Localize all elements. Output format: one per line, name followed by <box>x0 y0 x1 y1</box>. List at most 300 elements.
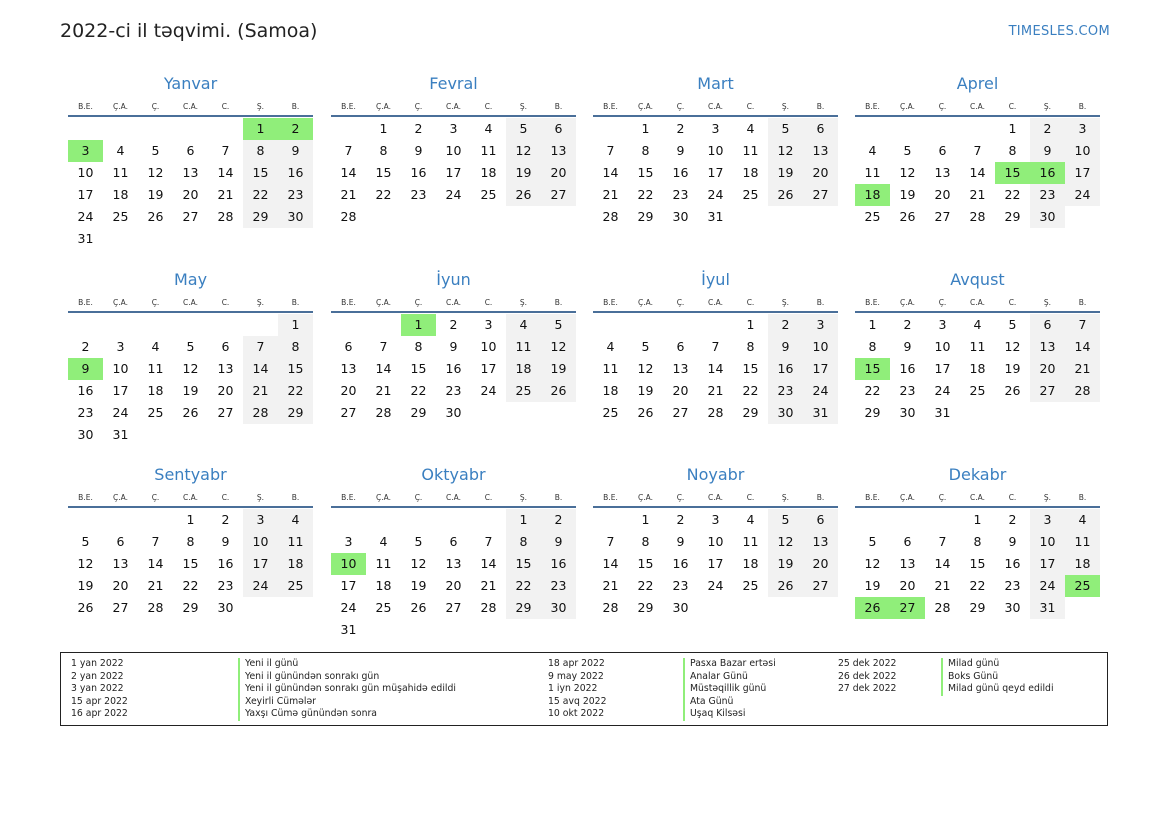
weekday-label: Ş. <box>519 102 528 111</box>
day-cell: 22 <box>506 575 541 597</box>
day-cell: 9 <box>541 531 576 553</box>
day-cell: 9 <box>676 143 685 158</box>
day-cell: 9 <box>221 534 230 549</box>
day-cell: 27 <box>112 600 129 615</box>
day-cell: 13 <box>340 361 357 376</box>
day-cell: 24 <box>445 187 462 202</box>
day-cell: 7 <box>973 143 982 158</box>
weekday-label: C.A. <box>707 298 723 307</box>
holiday-row <box>838 658 1158 671</box>
empty-cell <box>698 314 733 336</box>
empty-cell <box>401 509 436 531</box>
weekday-label: C. <box>746 102 755 111</box>
day-cell: 6 <box>344 339 353 354</box>
holiday-date: 1 yan 2022 <box>71 658 124 669</box>
weekday-label: C.A. <box>445 493 461 502</box>
empty-cell <box>138 118 173 140</box>
day-cell: 11 <box>864 165 881 180</box>
day-cell: 17 <box>243 553 278 575</box>
day-cell: 26 <box>768 575 803 597</box>
day-cell: 2 <box>414 121 423 136</box>
weekday-label: Ş. <box>519 298 528 307</box>
day-cell: 23 <box>768 380 803 402</box>
holiday-name: Milad günü <box>941 658 999 671</box>
day-cell: 21 <box>1065 358 1100 380</box>
empty-cell <box>925 118 960 140</box>
day-cell: 4 <box>484 121 493 136</box>
day-cell: 22 <box>410 383 427 398</box>
days-grid <box>68 118 313 250</box>
empty-cell <box>173 314 208 336</box>
empty-cell <box>366 509 401 531</box>
day-cell: 9 <box>768 336 803 358</box>
weekday-label: B. <box>1078 102 1087 111</box>
weekday-label: B. <box>291 493 300 502</box>
month-calendar <box>68 464 313 619</box>
weekday-label: B. <box>554 493 563 502</box>
day-cell: 27 <box>803 575 838 597</box>
day-cell: 15 <box>637 556 654 571</box>
day-cell: 19 <box>77 578 94 593</box>
day-cell: 5 <box>186 339 195 354</box>
day-cell: 23 <box>672 187 689 202</box>
empty-cell <box>208 314 243 336</box>
holiday-row <box>71 671 391 684</box>
weekday-label: Ş. <box>1043 493 1052 502</box>
day-cell: 1 <box>186 512 195 527</box>
day-cell: 26 <box>637 405 654 420</box>
month-name: Noyabr <box>686 465 745 484</box>
day-cell: 26 <box>541 380 576 402</box>
day-cell: 17 <box>77 187 94 202</box>
empty-cell <box>593 118 628 140</box>
day-cell: 30 <box>445 405 462 420</box>
day-cell: 19 <box>182 383 199 398</box>
day-cell: 26 <box>77 600 94 615</box>
day-cell: 23 <box>1004 578 1021 593</box>
day-cell: 16 <box>672 556 689 571</box>
weekday-label: B. <box>1078 298 1087 307</box>
day-cell: 1 <box>379 121 388 136</box>
empty-cell <box>68 314 103 336</box>
empty-cell <box>855 509 890 531</box>
day-cell: 30 <box>899 405 916 420</box>
weekday-label: B. <box>291 102 300 111</box>
month-name: Yanvar <box>163 74 218 93</box>
day-cell: 24 <box>934 383 951 398</box>
day-cell: 1 <box>973 512 982 527</box>
day-cell: 12 <box>410 556 427 571</box>
brand-link[interactable]: TIMESLES.COM <box>1008 24 1110 39</box>
holiday-name: Ata Günü <box>683 696 733 709</box>
holiday-date: 10 okt 2022 <box>548 708 605 720</box>
day-cell: 15 <box>506 553 541 575</box>
holiday-day-cell: 1 <box>401 314 436 336</box>
day-cell: 22 <box>969 578 986 593</box>
day-cell: 25 <box>480 187 497 202</box>
day-cell: 26 <box>899 209 916 224</box>
day-cell: 25 <box>147 405 164 420</box>
day-cell: 10 <box>1030 531 1065 553</box>
day-cell: 14 <box>969 165 986 180</box>
day-cell: 26 <box>506 184 541 206</box>
day-cell: 25 <box>742 187 759 202</box>
holiday-column <box>71 658 456 721</box>
month-calendar <box>855 73 1100 228</box>
month-name: Sentyabr <box>154 465 227 484</box>
day-cell: 16 <box>1004 556 1021 571</box>
day-cell: 25 <box>969 383 986 398</box>
day-cell: 30 <box>217 600 234 615</box>
day-cell: 15 <box>375 165 392 180</box>
weekday-label: B.E. <box>78 493 93 502</box>
day-cell: 20 <box>803 553 838 575</box>
day-cell: 19 <box>899 187 916 202</box>
weekday-label: B. <box>554 102 563 111</box>
day-cell: 30 <box>768 402 803 424</box>
holiday-row <box>71 708 391 721</box>
day-cell: 28 <box>480 600 497 615</box>
day-cell: 4 <box>151 339 160 354</box>
day-cell: 20 <box>1030 358 1065 380</box>
weekday-label: C.A. <box>445 298 461 307</box>
day-cell: 8 <box>746 339 755 354</box>
day-cell: 28 <box>602 209 619 224</box>
weekday-label: C.A. <box>969 493 985 502</box>
day-cell: 13 <box>445 556 462 571</box>
day-cell: 22 <box>637 187 654 202</box>
holiday-date: 27 dek 2022 <box>838 683 897 695</box>
holiday-day-cell: 26 <box>855 597 890 619</box>
holiday-date: 15 avq 2022 <box>548 695 607 707</box>
day-cell: 10 <box>707 534 724 549</box>
day-cell: 7 <box>344 143 353 158</box>
weekday-label: C.A. <box>182 493 198 502</box>
holiday-day-cell: 1 <box>243 118 278 140</box>
day-cell: 28 <box>934 600 951 615</box>
weekday-label: Ç. <box>676 102 685 111</box>
empty-cell <box>471 509 506 531</box>
holiday-row <box>548 696 868 709</box>
day-cell: 23 <box>410 187 427 202</box>
month-name: May <box>173 270 208 289</box>
day-cell: 7 <box>938 534 947 549</box>
day-cell: 9 <box>449 339 458 354</box>
empty-cell <box>138 509 173 531</box>
day-cell: 30 <box>672 600 689 615</box>
day-cell: 16 <box>278 162 313 184</box>
day-cell: 22 <box>375 187 392 202</box>
day-cell: 12 <box>541 336 576 358</box>
weekday-label: Ç.A. <box>637 102 653 111</box>
day-cell: 11 <box>506 336 541 358</box>
day-cell: 9 <box>278 140 313 162</box>
day-cell: 18 <box>506 358 541 380</box>
day-cell: 21 <box>243 380 278 402</box>
weekday-label: Ç.A. <box>899 298 915 307</box>
day-cell: 21 <box>147 578 164 593</box>
day-cell: 24 <box>707 187 724 202</box>
day-cell: 31 <box>803 402 838 424</box>
month-name: Dekabr <box>948 465 1007 484</box>
day-cell: 23 <box>77 405 94 420</box>
weekday-label: C.A. <box>182 298 198 307</box>
day-cell: 28 <box>217 209 234 224</box>
day-cell: 20 <box>899 578 916 593</box>
day-cell: 21 <box>375 383 392 398</box>
day-cell: 5 <box>768 509 803 531</box>
day-cell: 21 <box>340 187 357 202</box>
day-cell: 1 <box>641 121 650 136</box>
day-cell: 22 <box>864 383 881 398</box>
days-grid <box>855 314 1100 424</box>
day-cell: 23 <box>278 184 313 206</box>
day-cell: 14 <box>147 556 164 571</box>
holiday-date: 18 apr 2022 <box>548 658 605 669</box>
day-cell: 6 <box>1030 314 1065 336</box>
day-cell: 1 <box>746 317 755 332</box>
days-grid <box>593 509 838 619</box>
day-cell: 7 <box>606 143 615 158</box>
day-cell: 30 <box>1030 206 1065 228</box>
empty-cell <box>890 509 925 531</box>
day-cell: 30 <box>541 597 576 619</box>
days-grid <box>593 118 838 228</box>
empty-cell <box>68 509 103 531</box>
day-cell: 20 <box>112 578 129 593</box>
day-cell: 18 <box>112 187 129 202</box>
day-cell: 1 <box>1008 121 1017 136</box>
weekday-label: C. <box>484 298 493 307</box>
weekday-label: Ç. <box>414 102 423 111</box>
day-cell: 2 <box>676 512 685 527</box>
weekday-label: Ç.A. <box>899 102 915 111</box>
empty-cell <box>855 118 890 140</box>
day-cell: 4 <box>116 143 125 158</box>
day-cell: 12 <box>1004 339 1021 354</box>
day-cell: 24 <box>112 405 129 420</box>
weekday-label: Ç.A. <box>375 102 391 111</box>
days-grid <box>855 509 1100 619</box>
day-cell: 13 <box>803 140 838 162</box>
day-cell: 10 <box>243 531 278 553</box>
empty-cell <box>663 314 698 336</box>
day-cell: 12 <box>637 361 654 376</box>
weekday-header <box>855 98 1100 117</box>
day-cell: 11 <box>375 556 392 571</box>
day-cell: 7 <box>1065 314 1100 336</box>
day-cell: 2 <box>676 121 685 136</box>
day-cell: 6 <box>186 143 195 158</box>
day-cell: 29 <box>864 405 881 420</box>
day-cell: 11 <box>602 361 619 376</box>
day-cell: 9 <box>676 534 685 549</box>
empty-cell <box>103 314 138 336</box>
day-cell: 23 <box>541 575 576 597</box>
holiday-name: Yeni il günündən sonrakı gün müşahidə edildi <box>238 683 456 696</box>
month-name: İyun <box>436 270 471 289</box>
weekday-header <box>68 294 313 313</box>
day-cell: 10 <box>445 143 462 158</box>
day-cell: 29 <box>182 600 199 615</box>
day-cell: 4 <box>506 314 541 336</box>
day-cell: 9 <box>903 339 912 354</box>
weekday-label: B. <box>291 298 300 307</box>
day-cell: 25 <box>602 405 619 420</box>
weekday-label: C. <box>484 102 493 111</box>
day-cell: 17 <box>707 165 724 180</box>
day-cell: 17 <box>707 556 724 571</box>
day-cell: 7 <box>243 336 278 358</box>
day-cell: 6 <box>676 339 685 354</box>
day-cell: 7 <box>606 534 615 549</box>
day-cell: 30 <box>278 206 313 228</box>
weekday-label: C.A. <box>182 102 198 111</box>
day-cell: 3 <box>711 121 720 136</box>
day-cell: 14 <box>375 361 392 376</box>
weekday-label: C.A. <box>969 102 985 111</box>
weekday-label: B. <box>1078 493 1087 502</box>
days-grid <box>331 118 576 228</box>
weekday-label: B.E. <box>78 102 93 111</box>
day-cell: 11 <box>147 361 164 376</box>
weekday-label: C. <box>221 102 230 111</box>
day-cell: 3 <box>116 339 125 354</box>
weekday-label: Ç.A. <box>112 493 128 502</box>
day-cell: 8 <box>973 534 982 549</box>
day-cell: 23 <box>217 578 234 593</box>
day-cell: 9 <box>414 143 423 158</box>
day-cell: 10 <box>803 336 838 358</box>
weekday-label: Ç.A. <box>112 102 128 111</box>
day-cell: 27 <box>340 405 357 420</box>
day-cell: 11 <box>278 531 313 553</box>
month-name: İyul <box>701 270 730 289</box>
weekday-header <box>331 489 576 508</box>
day-cell: 12 <box>506 140 541 162</box>
day-cell: 3 <box>243 509 278 531</box>
day-cell: 14 <box>243 358 278 380</box>
day-cell: 5 <box>506 118 541 140</box>
day-cell: 14 <box>340 165 357 180</box>
day-cell: 18 <box>147 383 164 398</box>
day-cell: 8 <box>379 143 388 158</box>
day-cell: 31 <box>340 622 357 637</box>
day-cell: 27 <box>217 405 234 420</box>
day-cell: 8 <box>414 339 423 354</box>
day-cell: 4 <box>278 509 313 531</box>
day-cell: 4 <box>746 121 755 136</box>
month-calendar <box>331 73 576 228</box>
weekday-label: B. <box>816 493 825 502</box>
day-cell: 20 <box>541 162 576 184</box>
day-cell: 16 <box>768 358 803 380</box>
holiday-column <box>548 658 868 721</box>
day-cell: 12 <box>768 531 803 553</box>
day-cell: 9 <box>1008 534 1017 549</box>
holiday-day-cell: 9 <box>68 358 103 380</box>
day-cell: 20 <box>934 187 951 202</box>
day-cell: 17 <box>1065 162 1100 184</box>
holiday-row <box>548 708 868 721</box>
holiday-name: Xeyirli Cümələr <box>238 696 316 709</box>
day-cell: 5 <box>868 534 877 549</box>
day-cell: 16 <box>445 361 462 376</box>
holiday-name: Yeni il günü <box>238 658 298 671</box>
day-cell: 14 <box>217 165 234 180</box>
day-cell: 27 <box>182 209 199 224</box>
empty-cell <box>593 509 628 531</box>
holiday-row <box>71 696 391 709</box>
day-cell: 10 <box>77 165 94 180</box>
day-cell: 29 <box>1004 209 1021 224</box>
day-cell: 19 <box>410 578 427 593</box>
empty-cell <box>331 118 366 140</box>
day-cell: 21 <box>480 578 497 593</box>
weekday-label: Ç. <box>938 102 947 111</box>
day-cell: 29 <box>969 600 986 615</box>
day-cell: 17 <box>340 578 357 593</box>
day-cell: 4 <box>868 143 877 158</box>
day-cell: 14 <box>1065 336 1100 358</box>
empty-cell <box>68 118 103 140</box>
day-cell: 28 <box>707 405 724 420</box>
month-calendar <box>855 269 1100 424</box>
month-calendar <box>593 73 838 228</box>
day-cell: 27 <box>803 184 838 206</box>
day-cell: 6 <box>449 534 458 549</box>
weekday-label: Ç. <box>151 102 160 111</box>
day-cell: 22 <box>742 383 759 398</box>
holiday-date: 1 iyn 2022 <box>548 683 598 695</box>
weekday-label: C. <box>1008 102 1017 111</box>
day-cell: 8 <box>186 534 195 549</box>
day-cell: 12 <box>182 361 199 376</box>
month-name: Fevral <box>429 74 478 93</box>
day-cell: 3 <box>938 317 947 332</box>
day-cell: 17 <box>803 358 838 380</box>
day-cell: 6 <box>221 339 230 354</box>
day-cell: 27 <box>1030 380 1065 402</box>
day-cell: 3 <box>344 534 353 549</box>
weekday-label: B.E. <box>603 298 618 307</box>
day-cell: 7 <box>711 339 720 354</box>
day-cell: 1 <box>278 314 313 336</box>
day-cell: 10 <box>112 361 129 376</box>
day-cell: 19 <box>864 578 881 593</box>
empty-cell <box>960 118 995 140</box>
day-cell: 18 <box>742 165 759 180</box>
empty-cell <box>208 118 243 140</box>
day-cell: 14 <box>602 556 619 571</box>
weekday-label: C. <box>746 298 755 307</box>
weekday-label: Ç. <box>151 298 160 307</box>
weekday-label: B. <box>554 298 563 307</box>
day-cell: 6 <box>541 118 576 140</box>
weekday-label: Ç. <box>151 493 160 502</box>
holiday-name: Milad günü qeyd edildi <box>941 683 1054 696</box>
weekday-label: C.A. <box>445 102 461 111</box>
weekday-label: Ç. <box>938 493 947 502</box>
holiday-date: 26 dek 2022 <box>838 670 897 682</box>
day-cell: 22 <box>243 184 278 206</box>
day-cell: 25 <box>864 209 881 224</box>
day-cell: 14 <box>934 556 951 571</box>
day-cell: 12 <box>768 140 803 162</box>
day-cell: 21 <box>602 578 619 593</box>
day-cell: 2 <box>1008 512 1017 527</box>
weekday-label: B.E. <box>78 298 93 307</box>
